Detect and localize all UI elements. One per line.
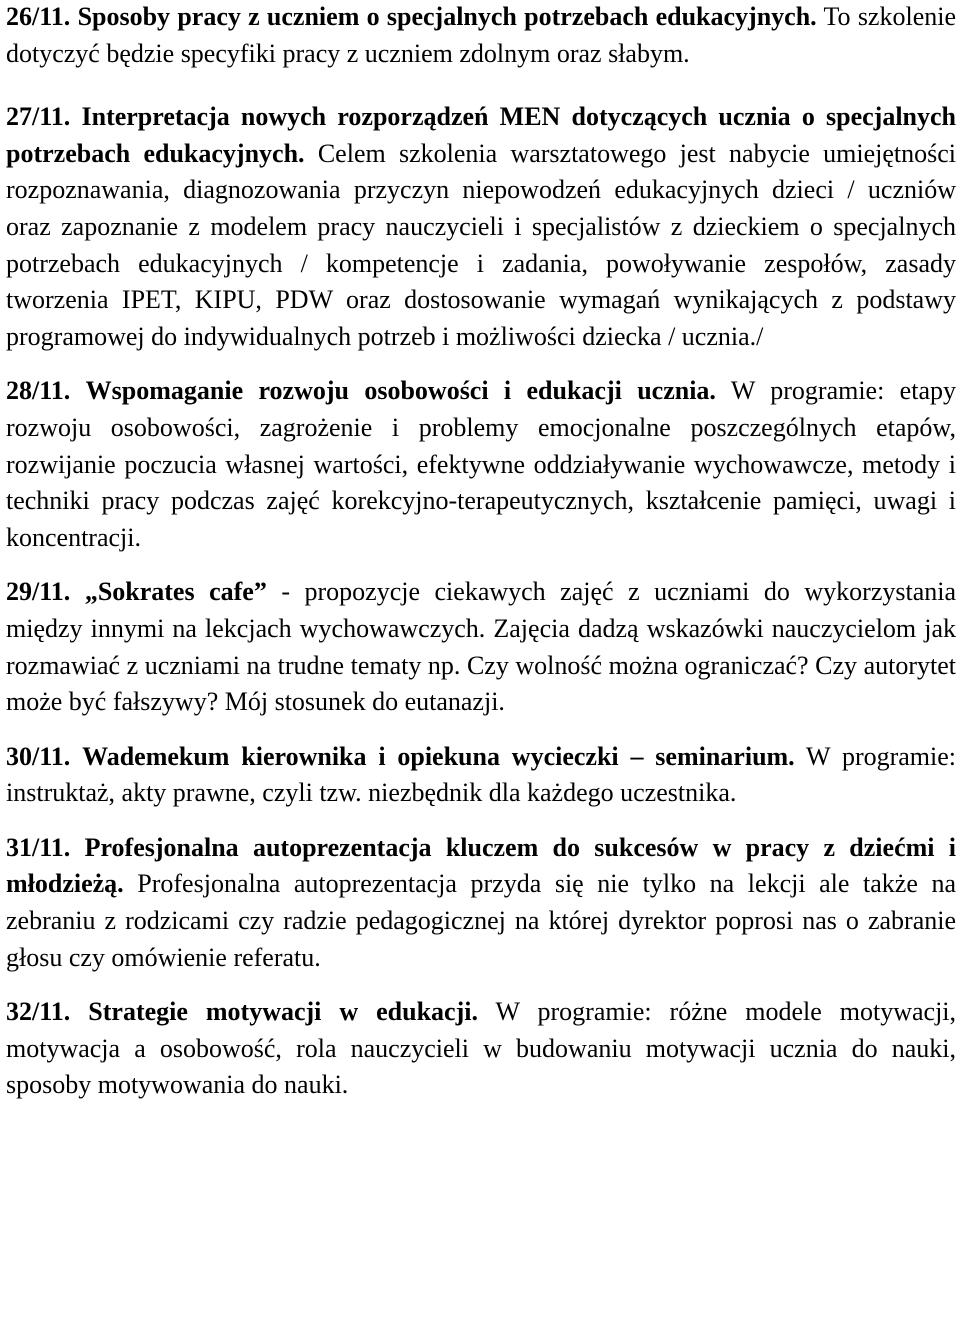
training-entry-27 — [6, 99, 956, 355]
entry-number: 31/11. — [6, 832, 71, 862]
entry-description: To szkolenie dotyczyć będzie specyfiki pracy z uczniem zdolnym oraz słabym. — [6, 2, 956, 68]
entry-number: 30/11. — [6, 741, 71, 771]
entry-title: „Sokrates cafe” — [84, 577, 267, 607]
training-entry-30 — [6, 739, 956, 812]
entry-description: W programie: różne modele motywacji, motywacja a osobowość, rola nauczycieli w budowaniu motywacji ucznia do nauki, sposoby motywowania do nauki. — [6, 997, 957, 1100]
entry-title: Strategie motywacji w edukacji. — [88, 997, 478, 1027]
entry-title: Sposoby pracy z uczniem o specjalnych potrzebach edukacyjnych. — [77, 2, 817, 31]
entry-description: Celem szkolenia warsztatowego jest nabycie umiejętności rozpoznawania, diagnozowania przyczyn niepowodzeń edukacyjnych dzieci / uczniów oraz zapoznanie z modelem pracy nauczycieli i specjalistów z dzieckiem o specjalnych potrzebach edukacyjnych / kompetencje i zadania, powoływanie zespołów, zasady tworzenia IPET, KIPU, PDW oraz dostosowanie wymagań wynikających z podstawy programowej do indywidualnych potrzeb i możliwości dziecka / ucznia./ — [6, 138, 957, 351]
entry-number: 27/11. — [6, 102, 71, 132]
training-entry-31 — [6, 830, 956, 976]
training-entry-32 — [6, 994, 956, 1104]
entry-number: 26/11. — [6, 2, 71, 31]
entry-description: Profesjonalna autoprezentacja przyda się nie tylko na lekcji ale także na zebraniu z rodzicami czy radzie pedagogicznej na której dyrektor poprosi nas o zabranie głosu czy omówienie referatu. — [6, 869, 957, 972]
entry-description: - propozycje ciekawych zajęć z uczniami do wykorzystania między innymi na lekcjach wychowawczych. Zajęcia dadzą wskazówki nauczycielom jak rozmawiać z uczniami na trudne tematy np. Czy wolność można ograniczać? Czy autorytet może być fałszywy? Mój stosunek do eutanazji. — [6, 577, 957, 717]
entry-title: Wademekum kierownika i opiekuna wycieczki – seminarium. — [82, 741, 795, 771]
entry-number: 32/11. — [6, 997, 71, 1027]
entry-title: Profesjonalna autoprezentacja kluczem do sukcesów w pracy z dziećmi i młodzieżą. — [6, 832, 956, 899]
entry-number: 28/11. — [6, 376, 71, 406]
entry-title: Interpretacja nowych rozporządzeń MEN dotyczących ucznia o specjalnych potrzebach edukacyjnych. — [6, 102, 957, 168]
entry-description: W programie: etapy rozwoju osobowości, zagrożenie i problemy emocjonalne poszczególnych etapów, rozwijanie poczucia własnej wartości, efektywne oddziaływanie wychowawcze, metody i techniki pracy podczas zajęć korekcyjno-terapeutycznych, kształcenie pamięci, uwagi i koncentracji. — [6, 376, 956, 552]
training-entry-28 — [6, 373, 956, 556]
entry-number: 29/11. — [6, 577, 71, 607]
entry-description: W programie: instruktaż, akty prawne, czyli tzw. niezbędnik dla każdego uczestnika. — [6, 741, 957, 808]
entry-title: Wspomaganie rozwoju osobowości i edukacji ucznia. — [85, 376, 716, 406]
training-entry-26 — [6, 0, 956, 72]
training-entry-29 — [6, 574, 956, 720]
